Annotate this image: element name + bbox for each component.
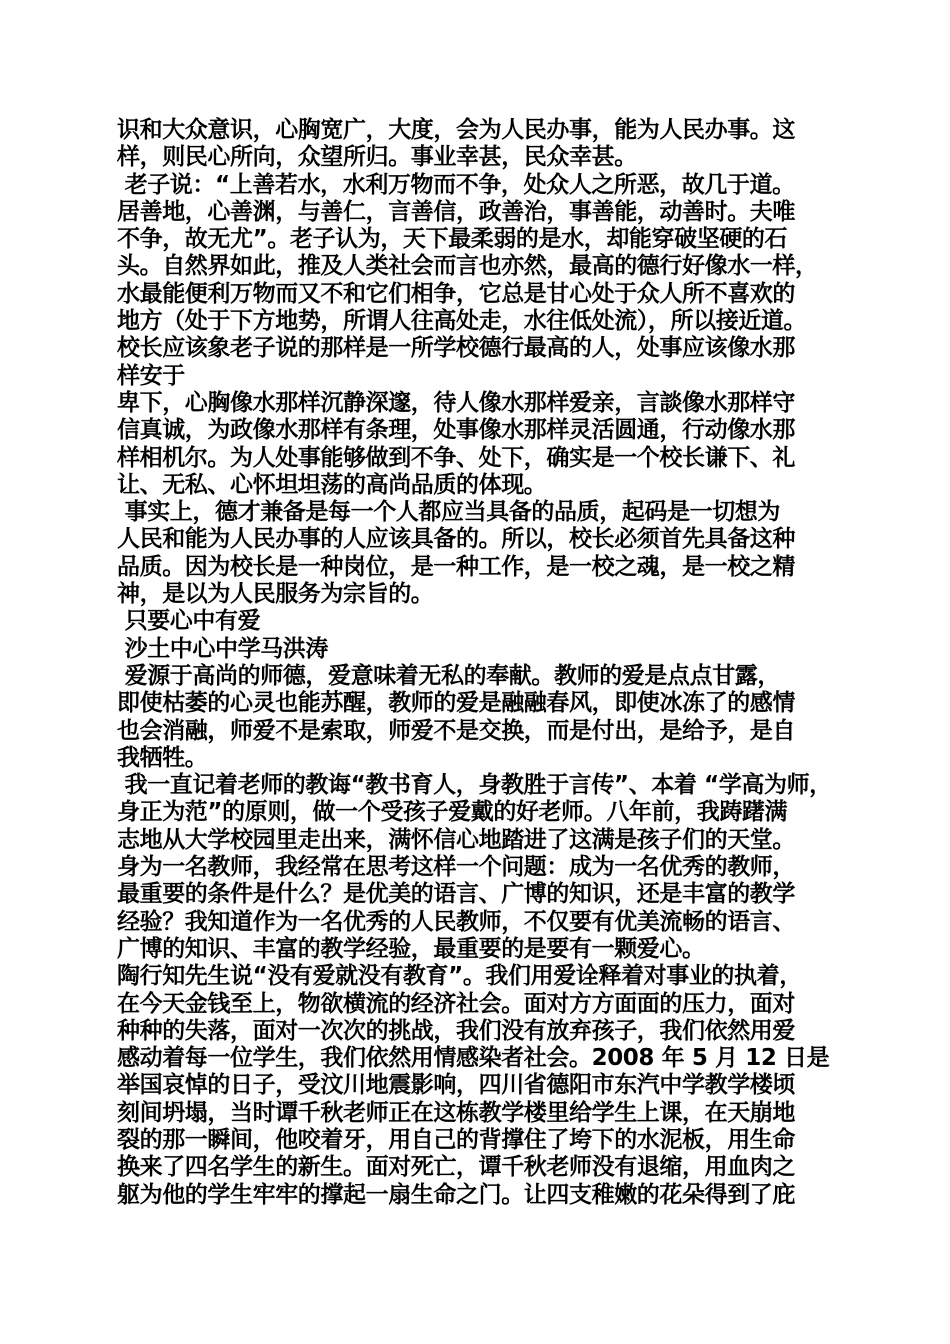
- text-line: 我牺牲。: [117, 744, 208, 771]
- text-line: 事实上，德才兼备是每一个人都应当具备的品质，起码是一切想为: [117, 499, 781, 526]
- text-line: 识和大众意识，心胸宽广，大度，会为人民办事，能为人民办事。这: [117, 117, 796, 143]
- text-line: 最重要的条件是什么？是优美的语言、广博的知识，还是丰富的教学: [117, 881, 796, 908]
- text-line: 样，则民心所向，众望所归。事业幸甚，民众幸甚。: [117, 144, 637, 171]
- text-line: 爱源于高尚的师德，爱意味着无私的奉献。教师的爱是点点甘露，: [117, 662, 781, 689]
- text-line: 信真诚，为政像水那样有条理，处事像水那样灵活圆通，行动像水那: [117, 417, 796, 444]
- text-line: 神，是以为人民服务为宗旨的。: [117, 581, 434, 608]
- text-line: 身为一名教师，我经常在思考这样一个问题：成为一名优秀的教师，: [117, 854, 796, 881]
- text-line: 即使枯萎的心灵也能苏醒，教师的爱是融融春风，即使冰冻了的感情: [117, 690, 796, 717]
- text-line: 老子说：“上善若水，水利万物而不争，处众人之所恶，故几于道。: [117, 171, 795, 198]
- text-line: 让、无私、心怀坦坦荡的高尚品质的体现。: [117, 471, 547, 498]
- text-line: 居善地，心善渊，与善仁，言善信，政善治，事善能，动善时。夫唯: [117, 198, 796, 225]
- text-line: 我一直记着老师的教诲“教书育人，身教胜于言传”、本着 “学高为师，: [117, 772, 832, 799]
- article-title: 只要心中有爱: [117, 608, 261, 635]
- text-line: 躯为他的学生牢牢的撑起一扇生命之门。让四支稚嫩的花朵得到了庇: [117, 1181, 796, 1208]
- text-line: 身正为范”的原则，做一个受孩子爱戴的好老师。八年前，我踌躇满: [117, 799, 788, 826]
- text-line: 陶行知先生说“没有爱就没有教育”。我们用爱诠释着对事业的执着，: [117, 963, 802, 990]
- text-line: 水最能便利万物而又不和它们相争，它总是甘心处于众人所不喜欢的: [117, 280, 796, 307]
- text-line: 人民和能为人民办事的人应该具备的。所以，校长必须首先具备这种: [117, 526, 796, 553]
- text-line: 地方（处于下方地势，所谓人往高处走，水往低处流），所以接近道。: [117, 308, 807, 335]
- text-line: 种种的失落，面对一次次的挑战，我们没有放弃孩子，我们依然用爱: [117, 1017, 796, 1044]
- text-line: 志地从大学校园里走出来，满怀信心地踏进了这满是孩子们的天堂。: [117, 826, 796, 853]
- text-line: 经验？我知道作为一名优秀的人民教师，不仅要有优美流畅的语言、: [117, 908, 796, 935]
- text-line: 广博的知识、丰富的教学经验，最重要的是要有一颗爱心。: [117, 935, 705, 962]
- text-line: 刻间坍塌，当时谭千秋老师正在这栋教学楼里给学生上课，在天崩地: [117, 1099, 796, 1126]
- text-line: 举国哀悼的日子，受汶川地震影响，四川省德阳市东汽中学教学楼顷: [117, 1072, 796, 1099]
- text-line: 卑下，心胸像水那样沉静深邃，待人像水那样爱亲，言談像水那样守: [117, 389, 796, 416]
- text-line: 头。自然界如此，推及人类社会而言也亦然，最高的德行好像水一样，: [117, 253, 818, 280]
- text-line: 也会消融，师爱不是索取，师爱不是交换，而是付出，是给予，是自: [117, 717, 796, 744]
- text-line: 品质。因为校长是一种岗位，是一种工作，是一校之魂，是一校之精: [117, 553, 796, 580]
- text-line: 在今天金钱至上，物欲横流的经济社会。面对方方面面的压力，面对: [117, 990, 796, 1017]
- text-line: 裂的那一瞬间，他咬着牙，用自己的背撑住了垮下的水泥板，用生命: [117, 1126, 796, 1153]
- text-line: 换来了四名学生的新生。面对死亡，谭千秋老师没有退缩，用血肉之: [117, 1154, 796, 1181]
- document-body: [117, 117, 847, 1209]
- text-line: 不争，故无尤”。老子认为，天下最柔弱的是水，却能穿破坚硬的石: [117, 226, 788, 253]
- text-line: 样相机尔。为人处事能够做到不争、处下，确实是一个校长谦下、礼: [117, 444, 796, 471]
- article-author: 沙土中心中学马洪涛: [117, 635, 329, 662]
- text-line: 校长应该象老子说的那样是一所学校德行最高的人，处事应该像水那: [117, 335, 796, 362]
- text-line: 样安于: [117, 362, 185, 389]
- text-line: 感动着每一位学生，我们依然用情感染者社会。2008 年 5 月 12 日是: [117, 1045, 830, 1072]
